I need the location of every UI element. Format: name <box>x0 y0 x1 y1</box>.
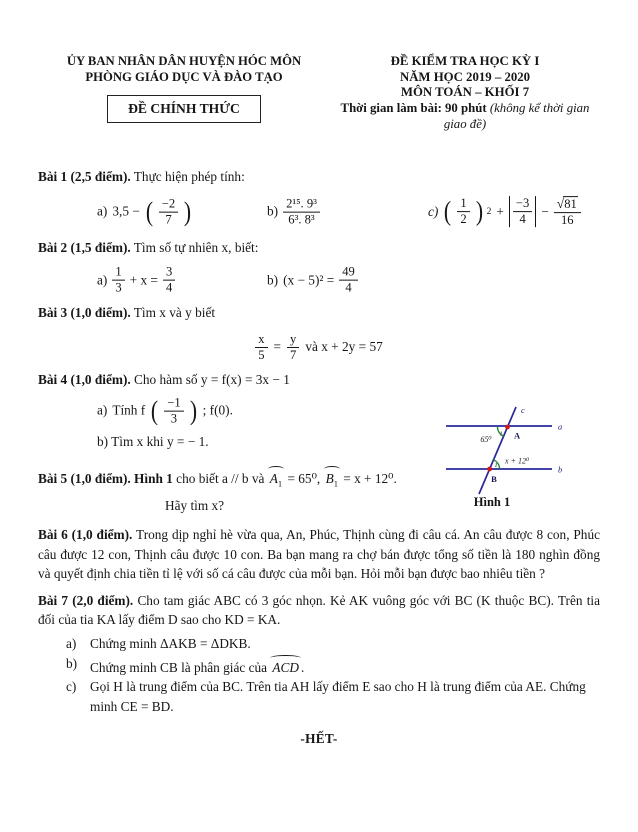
sqrt-sign: √ <box>556 196 565 212</box>
problem-7-subitems <box>66 634 600 718</box>
problem-1-heading <box>38 167 600 186</box>
expression-2a <box>97 265 175 296</box>
problem-2-intro: Tìm số tự nhiên x, biết: <box>133 239 259 255</box>
right-paren: ) <box>475 196 483 227</box>
expression-text: ; f(0). <box>202 402 233 418</box>
problem-1-title: Bài 1 (2,5 điểm). <box>38 168 131 184</box>
angle-A-index-label: 1 <box>499 430 503 438</box>
exam-title: ĐỀ KIỂM TRA HỌC KỲ I <box>390 54 540 68</box>
problem-7a <box>66 634 600 654</box>
fraction: $\frac{\text{2¹⁵. 9³}}{\text{6³. 8³}}$ <box>283 197 320 228</box>
problem-2 <box>38 238 600 303</box>
item-label: a) <box>97 203 108 219</box>
point-B-dot <box>487 467 492 472</box>
problem-7-body: Cho tam giác ABC có 3 góc nhọn. Kẻ AK vuông góc với BC (K thuộc BC). Trên tia đối của tia KA lấy điểm D sao cho KD = KA. <box>38 593 600 628</box>
item-text: Tìm x khi y = − 1. <box>111 433 209 449</box>
fraction: $\frac{-1}{3}$ <box>164 395 183 426</box>
angle-A-value-label: 65⁰ <box>480 435 492 444</box>
official-exam-box: ĐỀ CHÍNH THỨC <box>107 95 261 123</box>
radicand: 81 <box>564 197 577 212</box>
authority-line-1: ỦY BAN NHÂN DÂN HUYỆN HÓC MÔN <box>66 54 302 68</box>
problem-3-intro: Tìm x và y biết <box>133 305 216 321</box>
fraction: $\frac{1}{3}$ <box>112 265 124 296</box>
problem-7b <box>66 654 600 678</box>
problem-1-expressions <box>38 186 600 238</box>
problem-5-question: Hãy tìm x? <box>165 497 225 513</box>
problem-7 <box>38 591 600 717</box>
equals-sign: = <box>273 339 282 355</box>
item-label: b) <box>267 272 279 288</box>
angle-B-value-label: x + 12⁰ <box>505 456 530 466</box>
expression-text: 3,5 − <box>112 203 140 219</box>
figure-caption: Hình 1 <box>473 495 511 509</box>
item-text: Chứng minh CB là phân giác của ACD . <box>90 654 304 678</box>
problem-5-heading <box>38 465 440 490</box>
angle-B1-value: = x + 12⁰. <box>343 471 397 486</box>
problem-6-title: Bài 6 (1,0 điểm). <box>38 527 133 543</box>
school-year: NĂM HỌC 2019 – 2020 <box>399 69 531 84</box>
transversal-c <box>479 407 516 494</box>
left-paren: ( <box>151 395 159 426</box>
problem-4-title: Bài 4 (1,0 điểm). <box>38 372 131 388</box>
fraction: $\frac{49}{4}$ <box>339 265 358 296</box>
expression-text: Tính f <box>112 402 146 418</box>
angle-B-index-label: 1 <box>494 462 498 469</box>
problem-5-title: Bài 5 (1,0 điểm). <box>38 471 131 486</box>
item-label: b) <box>66 655 78 671</box>
subject-grade: MÔN TOÁN – KHỐI 7 <box>400 85 530 100</box>
problem-1-intro: Thực hiện phép tính: <box>133 168 245 184</box>
parallel-lines-diagram <box>436 394 616 516</box>
duration-note: (không kể thời gian giao đề) <box>443 101 590 131</box>
fraction: $\frac{x}{5}$ <box>255 332 267 363</box>
problem-7-text <box>38 591 600 630</box>
point-B-label: B <box>491 474 497 484</box>
expression-1c <box>428 196 581 228</box>
label-line-c: c <box>521 405 525 415</box>
expression-text: + x = <box>129 272 158 288</box>
right-paren: ) <box>189 395 197 426</box>
item-label: b) <box>267 203 279 219</box>
point-A-dot <box>505 425 510 430</box>
figure-reference: Hình 1 <box>134 471 173 486</box>
angle-ACD-symbol: ACD <box>270 654 301 678</box>
label-line-b: b <box>558 464 563 475</box>
problem-3-title: Bài 3 (1,0 điểm). <box>38 305 131 321</box>
problem-4-intro: Cho hàm số y = f(x) = 3x − 1 <box>134 372 290 388</box>
item-label: b) <box>97 433 109 449</box>
problem-5-intro: cho biết a // b và <box>176 471 265 486</box>
left-paren: ( <box>145 196 153 227</box>
exponent: 2 <box>486 206 492 217</box>
problem-3-expression <box>38 324 600 370</box>
fraction: $\frac{3}{4}$ <box>163 265 175 296</box>
end-marker: -HẾT- <box>300 731 338 747</box>
problem-6-body: Trong dịp nghỉ hè vừa qua, An, Phúc, Thịnh cùng đi câu cá. An câu được 8 con, Phúc câu được 12 con, Thịnh câu được 10 con. Ba bạn mang ra chợ bán được tổng số tiền là 180 nghìn đồng và quyết định chia tiền tỉ lệ với số cá câu được của mỗi bạn. Hỏi mỗi bạn được bao nhiêu tiền ? <box>38 527 601 581</box>
exam-title-block <box>330 54 600 133</box>
right-paren: ) <box>184 196 192 227</box>
problem-7-title: Bài 7 (2,0 điểm). <box>38 593 134 609</box>
item-label: c) <box>428 203 439 219</box>
expression-1a <box>97 197 192 228</box>
sqrt-fraction: √ 81 16 <box>554 196 581 228</box>
expression-text: và x + 2y = 57 <box>305 339 383 355</box>
problem-2-heading <box>38 238 600 257</box>
problem-1 <box>38 167 600 238</box>
fraction: $\frac{-2}{7}$ <box>159 197 178 228</box>
fraction: $\frac{1}{2}$ <box>457 197 469 228</box>
item-label: a) <box>97 272 108 288</box>
issuing-authority <box>38 54 330 123</box>
problem-4-heading <box>38 370 600 389</box>
problem-6-text <box>38 525 600 583</box>
figure-hinh-1 <box>436 394 616 516</box>
problem-2-expressions <box>38 257 600 303</box>
exam-duration <box>330 101 600 132</box>
item-text: Chứng minh ΔAKB = ΔDKB. <box>90 635 251 651</box>
absolute-value: $\frac{-3}{4}$ <box>509 197 536 228</box>
exam-header <box>38 54 600 133</box>
angle-B1-symbol: $B_1$ <box>324 465 340 490</box>
angle-A1-value: = 65⁰, <box>287 471 321 486</box>
expression-1b <box>267 197 320 228</box>
authority-line-2: PHÒNG GIÁO DỤC VÀ ĐÀO TẠO <box>85 69 283 84</box>
plus-sign: + <box>496 203 504 219</box>
item-text: Gọi H là trung điểm của BC. Trên tia AH lấy điểm E sao cho H là trung điểm của AE. Chứng minh CE = BD. <box>90 679 586 715</box>
item-label: a) <box>66 635 77 651</box>
point-A-label: A <box>514 430 521 441</box>
expression-2b <box>267 265 358 296</box>
problem-3 <box>38 303 600 370</box>
item-label: c) <box>66 679 77 695</box>
minus-sign: − <box>541 203 549 219</box>
label-line-a: a <box>558 421 563 432</box>
duration-bold: Thời gian làm bài: 90 phút <box>340 101 490 116</box>
left-paren: ( <box>444 196 452 227</box>
problem-3-heading <box>38 303 600 322</box>
expression-text: (x − 5)² = <box>283 272 335 288</box>
angle-A1-symbol: $A_1$ <box>268 465 284 490</box>
problem-2-title: Bài 2 (1,5 điểm). <box>38 239 131 255</box>
fraction: $\frac{y}{7}$ <box>287 332 299 363</box>
expression-4a <box>97 395 233 426</box>
problem-6 <box>38 525 600 583</box>
problem-7c <box>66 677 600 717</box>
item-label: a) <box>97 402 108 418</box>
